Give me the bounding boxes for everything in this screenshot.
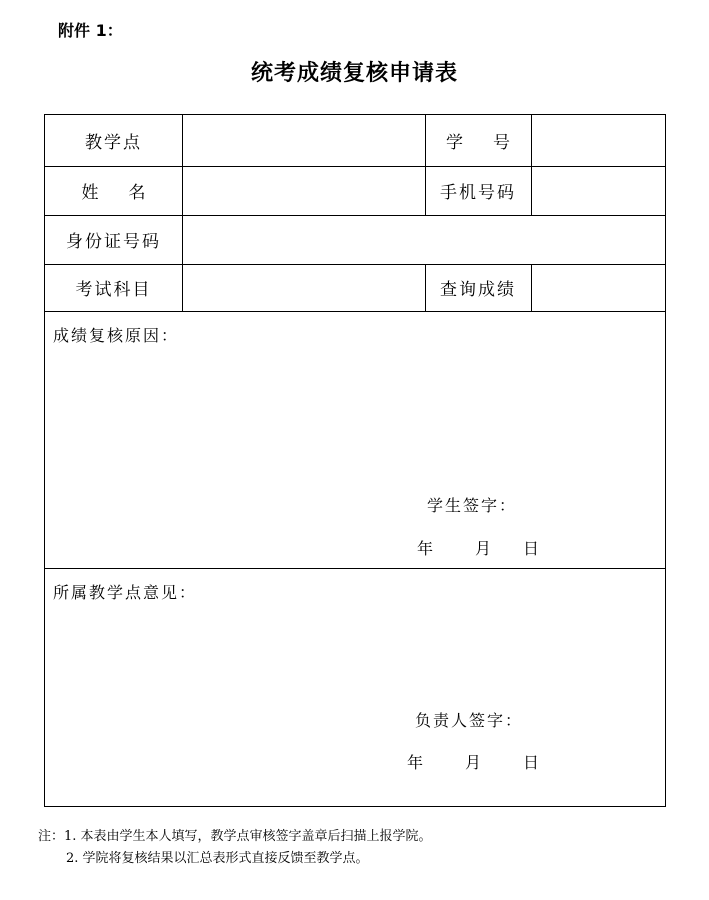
student-id-field[interactable] bbox=[532, 115, 665, 166]
notes-prefix: 注： bbox=[38, 829, 65, 844]
row-divider bbox=[45, 568, 665, 569]
query-score-label: 查询成绩 bbox=[440, 280, 516, 300]
phone-label: 手机号码 bbox=[440, 183, 516, 203]
student-sign-label: 学生签字： bbox=[427, 496, 518, 515]
notes bbox=[38, 826, 432, 870]
page-title: 统考成绩复核申请表 bbox=[250, 61, 458, 86]
application-form bbox=[44, 114, 666, 807]
id-card-label: 身份证号码 bbox=[66, 232, 161, 252]
name-label: 姓名 bbox=[81, 183, 176, 203]
note-text-1: 1. 本表由学生本人填写，教学点审核签字盖章后扫描上报学院。 bbox=[64, 829, 432, 844]
date-month-label: 月 bbox=[465, 753, 482, 772]
teaching-point-label: 教学点 bbox=[85, 133, 142, 153]
opinion-label: 所属教学点意见： bbox=[53, 583, 198, 602]
date-day-label: 日 bbox=[523, 539, 540, 558]
note-item-1 bbox=[38, 826, 432, 848]
exam-subject-label: 考试科目 bbox=[75, 280, 152, 300]
leader-sign-date bbox=[407, 750, 540, 772]
note-item-2: 2. 学院将复核结果以汇总表形式直接反馈至教学点。 bbox=[66, 851, 369, 866]
row-divider bbox=[45, 311, 665, 312]
opinion-textarea[interactable] bbox=[45, 603, 665, 703]
reason-label: 成绩复核原因： bbox=[53, 326, 180, 345]
query-score-field[interactable] bbox=[532, 264, 665, 311]
student-id-label: 学号 bbox=[446, 133, 540, 153]
phone-field[interactable] bbox=[532, 166, 665, 215]
name-field[interactable] bbox=[183, 166, 425, 215]
exam-subject-field[interactable] bbox=[183, 264, 425, 311]
date-month-label: 月 bbox=[475, 539, 492, 558]
date-day-label: 日 bbox=[523, 753, 540, 772]
reason-textarea[interactable] bbox=[45, 345, 665, 495]
date-year-label: 年 bbox=[407, 753, 424, 772]
leader-sign-label: 负责人签字： bbox=[415, 711, 524, 730]
teaching-point-field[interactable] bbox=[183, 115, 425, 166]
student-sign-date bbox=[417, 536, 547, 556]
date-year-label: 年 bbox=[417, 539, 434, 558]
id-card-field[interactable] bbox=[183, 215, 665, 264]
attachment-label: 附件 1： bbox=[58, 21, 123, 40]
